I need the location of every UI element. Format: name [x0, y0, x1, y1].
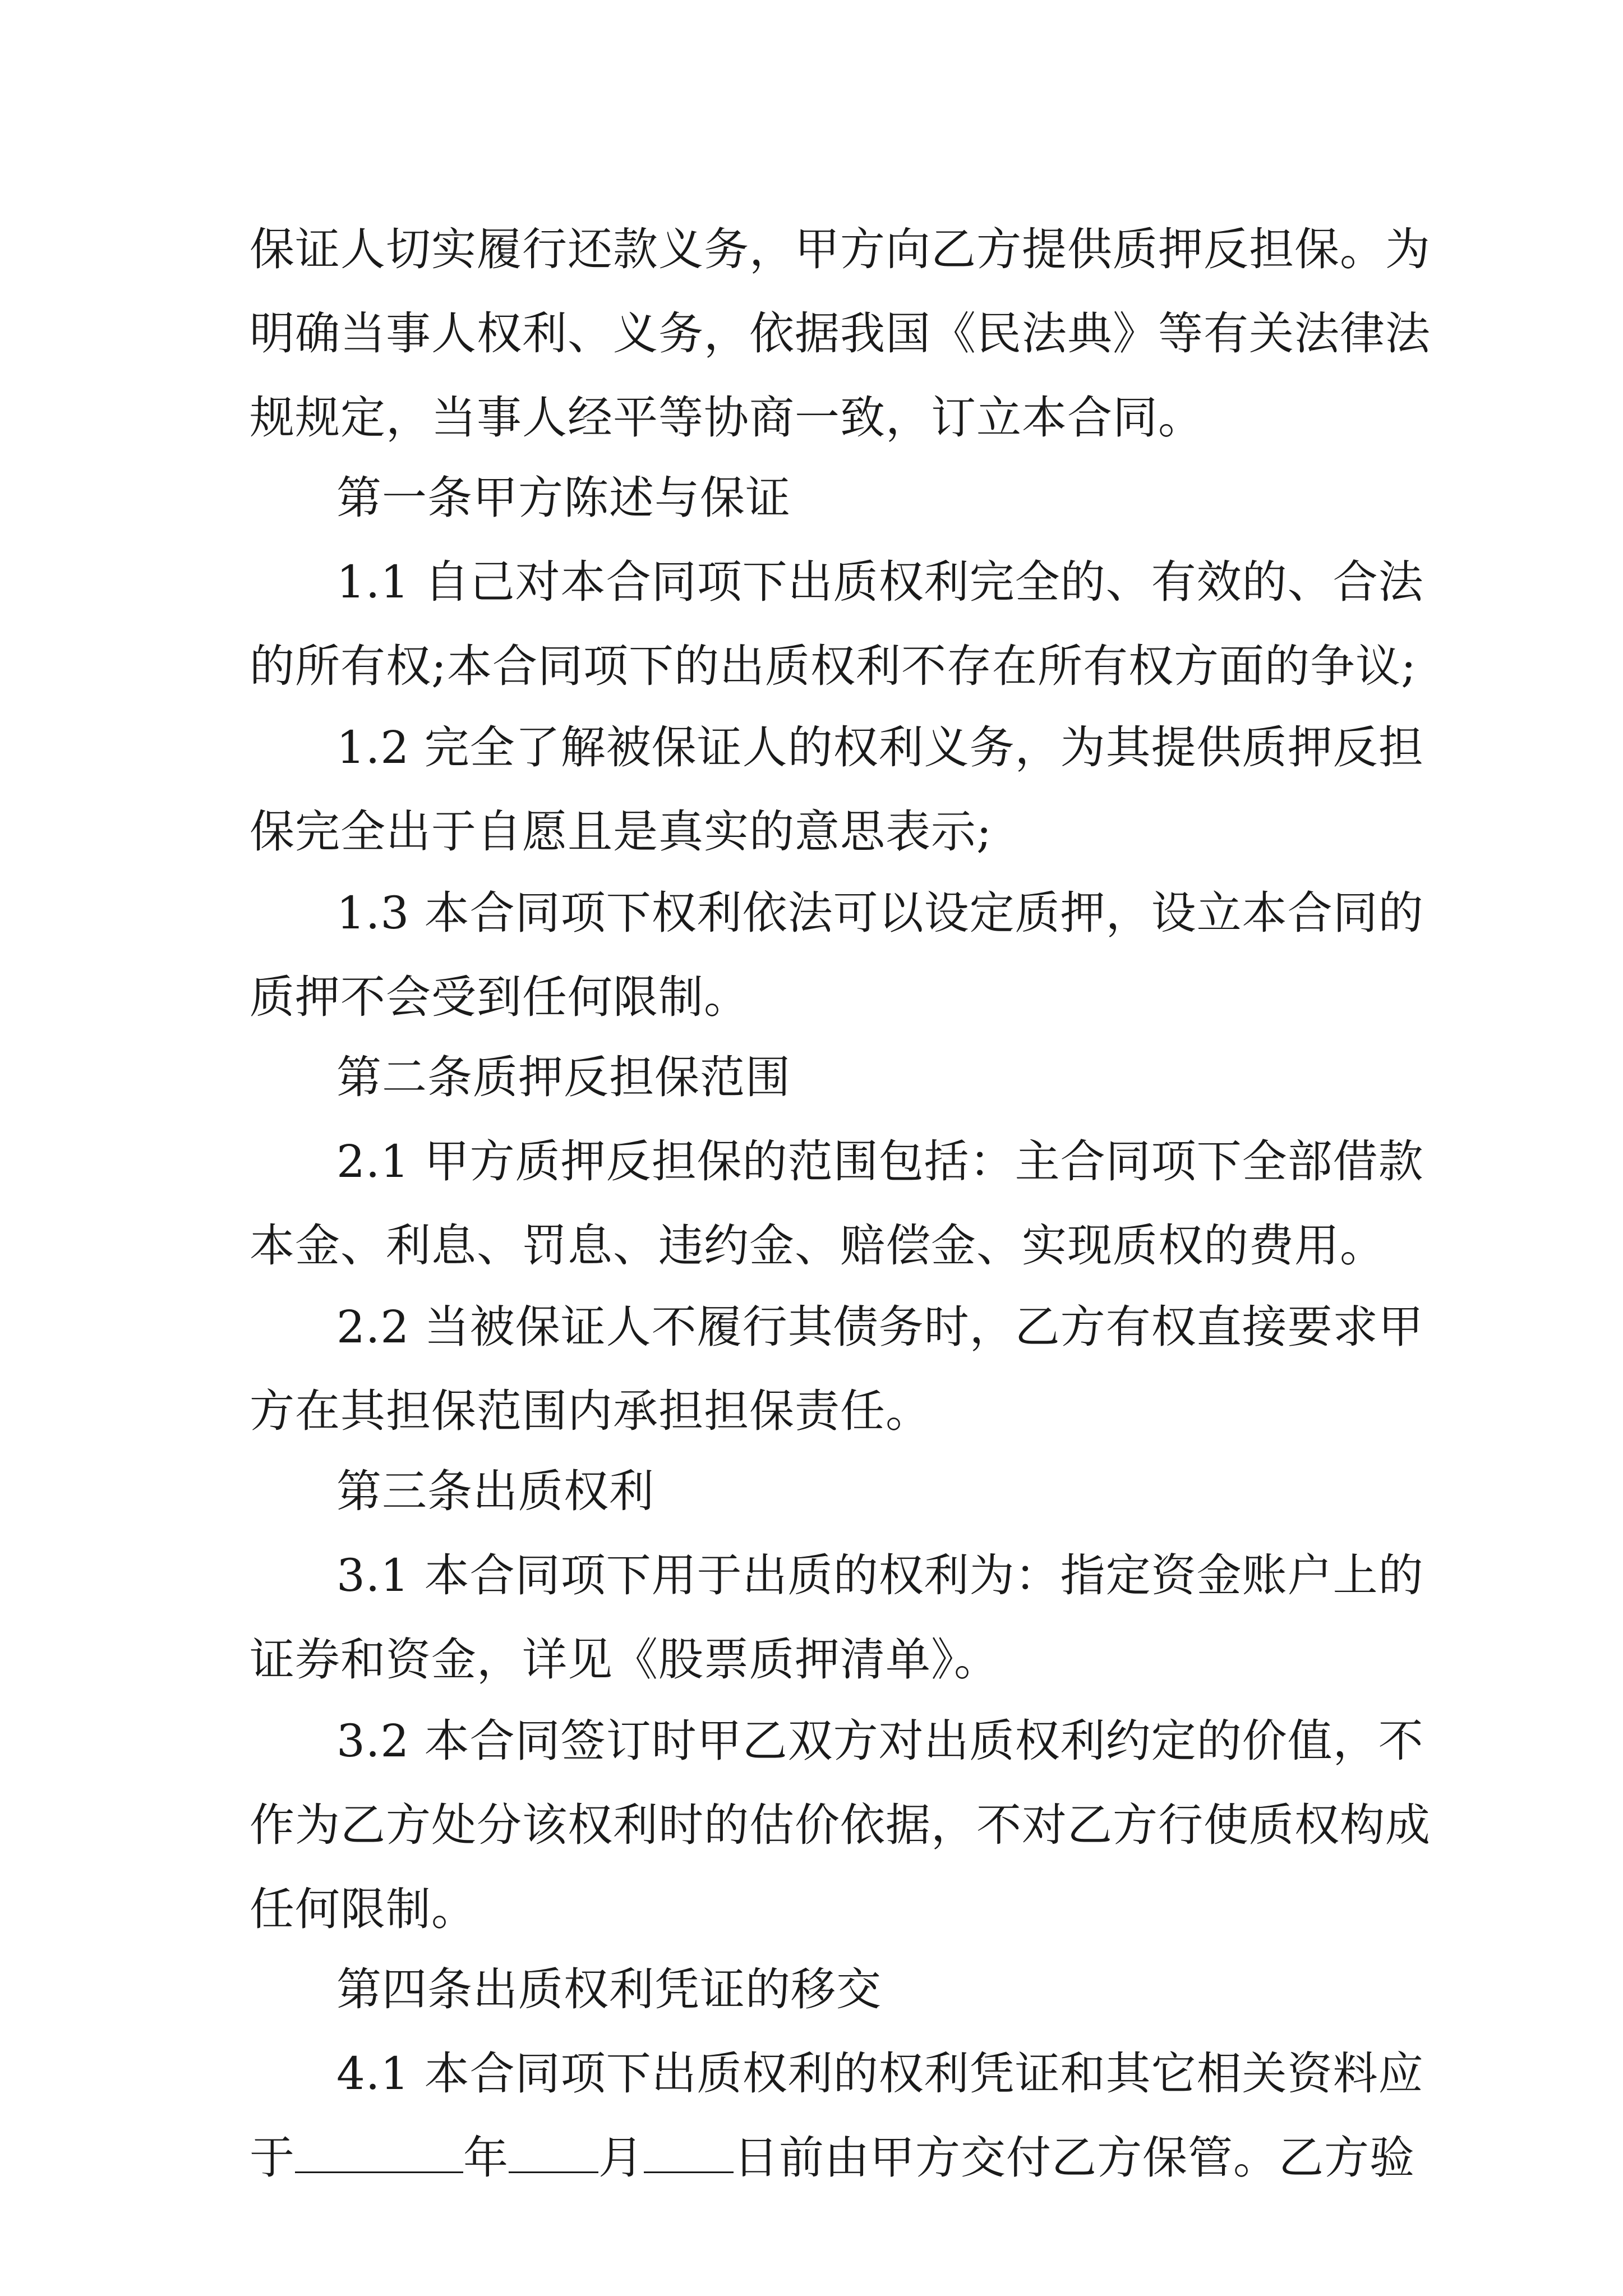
clause-line: 任何限制。	[250, 1883, 477, 1935]
month-blank	[509, 2131, 598, 2173]
clause-line: 1.2 完全了解被保证人的权利义务，为其提供质押反担	[336, 721, 1424, 774]
body-line: 规规定，当事人经平等协商一致，订立本合同。	[250, 392, 1204, 444]
clause-line: 证券和资金，详见《股票质押清单》。	[250, 1634, 999, 1686]
clause-line: 本金、利息、罚息、违约金、赔偿金、实现质权的费用。	[250, 1220, 1385, 1272]
clause-line: 作为乙方处分该权利时的估价依据，不对乙方行使质权构成	[250, 1799, 1431, 1851]
clause-line: 3.2 本合同签订时甲乙双方对出质权利约定的价值，不	[336, 1715, 1424, 1767]
month-label: 月	[598, 2132, 644, 2184]
clause-line: 质押不会受到任何限制。	[250, 971, 749, 1023]
clause-line: 的所有权;本合同项下的出质权利不存在所有权方面的争议;	[250, 640, 1417, 692]
date-prefix: 于	[250, 2132, 295, 2184]
day-blank	[644, 2131, 734, 2173]
clause-line: 1.3 本合同项下权利依法可以设定质押，设立本合同的	[336, 887, 1424, 939]
clause-line: 方在其担保范围内承担担保责任。	[250, 1385, 931, 1437]
clause-line-with-date-blanks	[250, 2127, 1415, 2189]
clause-line: 保完全出于自愿且是真实的意思表示;	[250, 806, 992, 858]
body-line: 明确当事人权利、义务，依据我国《民法典》等有关法律法	[250, 307, 1431, 360]
section-heading: 第一条甲方陈述与保证	[336, 472, 791, 524]
section-heading: 第四条出质权利凭证的移交	[336, 1963, 882, 2016]
body-line: 保证人切实履行还款义务，甲方向乙方提供质押反担保。为	[250, 223, 1431, 275]
clause-line: 2.1 甲方质押反担保的范围包括：主合同项下全部借款	[336, 1135, 1424, 1188]
year-label: 年	[463, 2132, 509, 2184]
section-heading: 第二条质押反担保范围	[336, 1051, 791, 1103]
clause-line: 2.2 当被保证人不履行其债务时，乙方有权直接要求甲	[336, 1301, 1424, 1353]
clause-line: 4.1 本合同项下出质权利的权利凭证和其它相关资料应	[336, 2047, 1424, 2100]
day-suffix: 日前由甲方交付乙方保管。乙方验	[734, 2132, 1415, 2184]
section-heading: 第三条出质权利	[336, 1465, 654, 1517]
clause-line: 3.1 本合同项下用于出质的权利为：指定资金账户上的	[336, 1549, 1424, 1602]
clause-line: 1.1 自己对本合同项下出质权利完全的、有效的、合法	[336, 556, 1424, 608]
year-blank	[295, 2131, 463, 2173]
